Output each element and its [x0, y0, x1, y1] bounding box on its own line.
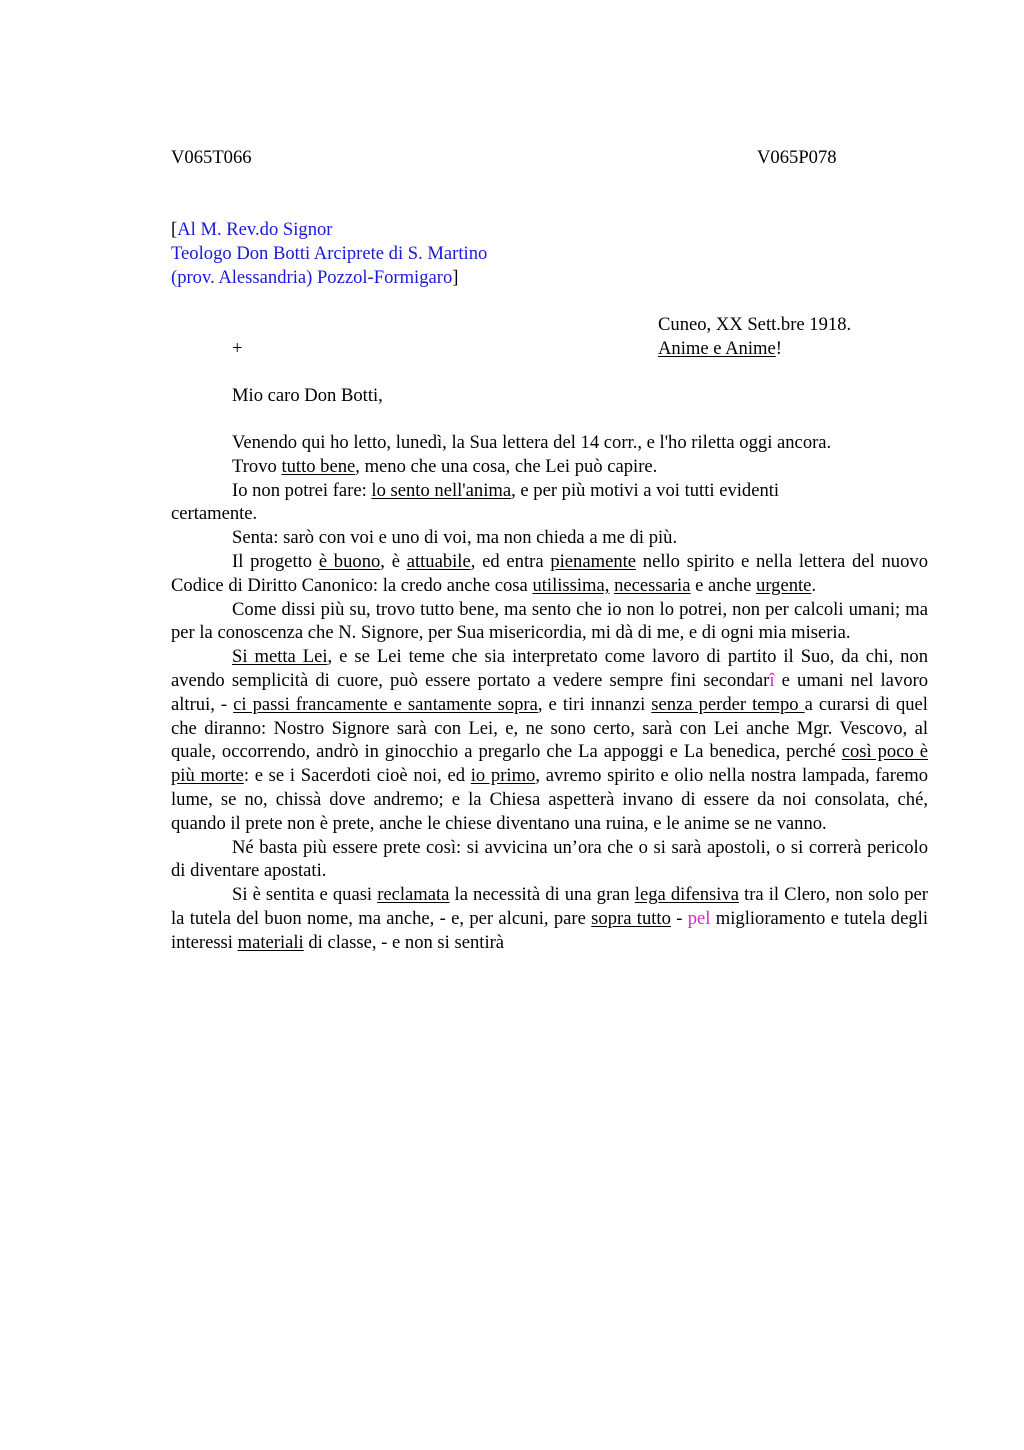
underlined-text: attuabile — [406, 550, 471, 572]
paragraph-5 — [171, 550, 928, 598]
paragraph-9 — [171, 883, 928, 954]
recipient-address — [171, 218, 487, 290]
place-date: Cuneo, XX Sett.bre 1918. — [658, 314, 852, 335]
header-left-code: V065T066 — [171, 147, 252, 168]
correction-mark: î — [769, 669, 775, 691]
paragraph-2 — [171, 455, 928, 479]
paragraph-7 — [171, 645, 928, 835]
motto-line — [658, 338, 782, 360]
underlined-text: urgente — [756, 574, 812, 596]
text: , è — [380, 550, 407, 572]
address-line-1 — [171, 218, 487, 242]
text: a curarsi di quel che diranno: Nostro Signore sarà con Lei, e, ne sono certo, sarà con Lei anche Mgr. Vescovo, al quale, occorrendo, andrò in ginocchio a pregarlo che La appoggi e La benedica, perché — [171, 693, 928, 763]
letter-body — [171, 431, 928, 955]
underlined-text: così poco è più morte — [171, 741, 928, 787]
address-line-3 — [171, 266, 487, 290]
text: , avremo spirito e olio nella nostra lampada, faremo lume, se no, chissà dove andremo; e la Chiesa aspetterà invano di essere da noi consolata, ché, quando il prete non è prete, anche le chiese diventano una ruina, e le anime se ne vanno. — [171, 765, 928, 834]
underlined-text: tutto bene — [281, 455, 356, 477]
text: tra il Clero, non solo per la tutela del buon nome, ma anche, - e, per alcuni, pare — [171, 884, 928, 929]
text: Io non potrei fare: — [232, 479, 372, 501]
text: , e tiri innanzi — [537, 693, 652, 715]
underlined-text: materiali — [237, 931, 304, 953]
address-line-2: Teologo Don Botti Arciprete di S. Martino — [171, 243, 488, 264]
header-right-code: V065P078 — [757, 147, 837, 168]
underlined-text: io primo — [470, 765, 536, 787]
text: - — [670, 907, 688, 929]
salutation: Mio caro Don Botti, — [232, 385, 383, 406]
motto: Anime e Anime — [658, 338, 776, 359]
underlined-text: necessaria — [614, 574, 691, 596]
underlined-text: è buono — [318, 550, 381, 572]
paragraph-6: Come dissi più su, trovo tutto bene, ma sento che io non lo potrei, non per calcoli umani; ma per la conoscenza che N. Signore, per Sua misericordia, mi dà di me, e di ogni mia miseria. — [171, 598, 928, 644]
underlined-text: pienamente — [550, 550, 637, 572]
text: miglioramento e tutela degli interessi — [171, 907, 928, 953]
text: : e se i Sacerdoti cioè noi, ed — [243, 765, 471, 787]
text: Si è sentita e quasi — [232, 884, 378, 906]
text: e anche — [690, 574, 757, 596]
paragraph-8: Né basta più essere prete così: si avvicina un’ora che o si sarà apostoli, o si correrà pericolo di diventare apostati. — [171, 836, 928, 882]
text: la necessità di una gran — [449, 884, 635, 906]
paragraph-4: Senta: sarò con voi e uno di voi, ma non chieda a me di più. — [232, 527, 678, 549]
text: , e per più motivi a voi tutti evidenti certamente. — [171, 479, 780, 525]
underlined-text: lo sento nell'anima — [371, 479, 512, 501]
text: nello spirito e nella lettera del nuovo Codice di Diritto Canonico: la credo anche cosa — [171, 550, 928, 596]
text: di classe, - e non si sentirà — [303, 931, 505, 953]
underlined-text: reclamata — [377, 884, 450, 906]
text: , e se Lei teme che sia interpretato come lavoro di partito il Suo, da chi, non avendo semplicità di cuore, può essere portato a vedere sempre fini secondar — [171, 646, 928, 691]
text: Il progetto — [232, 550, 319, 572]
text: , meno che una cosa, che Lei può capire. — [355, 455, 658, 477]
text: , ed entra — [470, 550, 551, 572]
motto-punct: ! — [775, 338, 782, 359]
paragraph-1: Venendo qui ho letto, lunedì, la Sua lettera del 14 corr., e l'ho riletta oggi ancora. — [232, 432, 832, 453]
correction-mark: pel — [687, 907, 711, 929]
text: e umani nel lavoro altrui, - — [171, 669, 928, 715]
text: Trovo — [232, 455, 282, 477]
underlined-text: Si metta Lei — [232, 646, 328, 668]
underlined-text: lega difensiva — [634, 884, 739, 906]
underlined-text: utilissima, — [532, 574, 610, 596]
close-bracket: ] — [452, 267, 459, 288]
paragraph-3 — [171, 479, 846, 527]
address-text-1: Al M. Rev.do Signor — [177, 219, 333, 240]
cross-symbol: + — [232, 338, 243, 359]
underlined-text: sopra tutto — [591, 907, 671, 929]
open-bracket: [ — [171, 219, 178, 240]
address-text-3: (prov. Alessandria) Pozzol-Formigaro — [171, 267, 453, 288]
underlined-text: ci passi francamente e santamente sopra — [233, 693, 538, 715]
underlined-text: senza perder tempo — [651, 693, 805, 715]
text: . — [811, 574, 817, 596]
